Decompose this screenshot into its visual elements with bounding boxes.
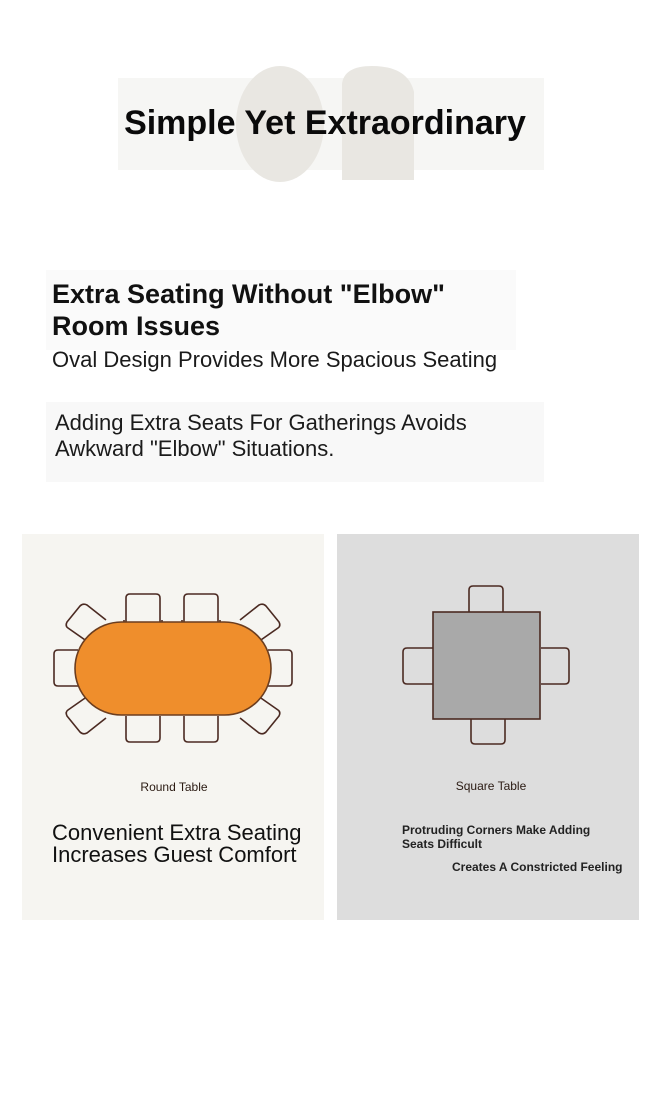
chair-top: [469, 586, 503, 612]
square-table: [433, 612, 540, 719]
chair-left: [403, 648, 433, 684]
feature-description: Adding Extra Seats For Gatherings Avoids Awkward "Elbow" Situations.: [55, 410, 467, 461]
square-table-caption-secondary: Creates A Constricted Feeling: [452, 860, 623, 874]
round-table-caption: Convenient Extra Seating Increases Guest Comfort: [52, 820, 302, 867]
feature-heading: Extra Seating Without "Elbow" Room Issues: [52, 279, 445, 341]
square-table-caption-primary: Protruding Corners Make Adding Seats Difficult: [402, 823, 591, 851]
square-table-diagram: [337, 534, 639, 774]
square-table-label: Square Table: [455, 779, 527, 793]
chair-bottom-1: [126, 716, 160, 742]
round-table-diagram: [22, 534, 324, 774]
chair-bottom-2: [184, 716, 218, 742]
chair-top-2: [184, 594, 218, 622]
feature-subheading: Oval Design Provides More Spacious Seating: [52, 347, 498, 372]
round-table-label: Round Table: [140, 780, 208, 794]
oval-table: [75, 622, 271, 715]
chair-top-1: [126, 594, 160, 622]
chair-right: [541, 648, 569, 684]
chair-bottom: [471, 718, 505, 744]
section-title: Simple Yet Extraordinary: [124, 104, 526, 142]
